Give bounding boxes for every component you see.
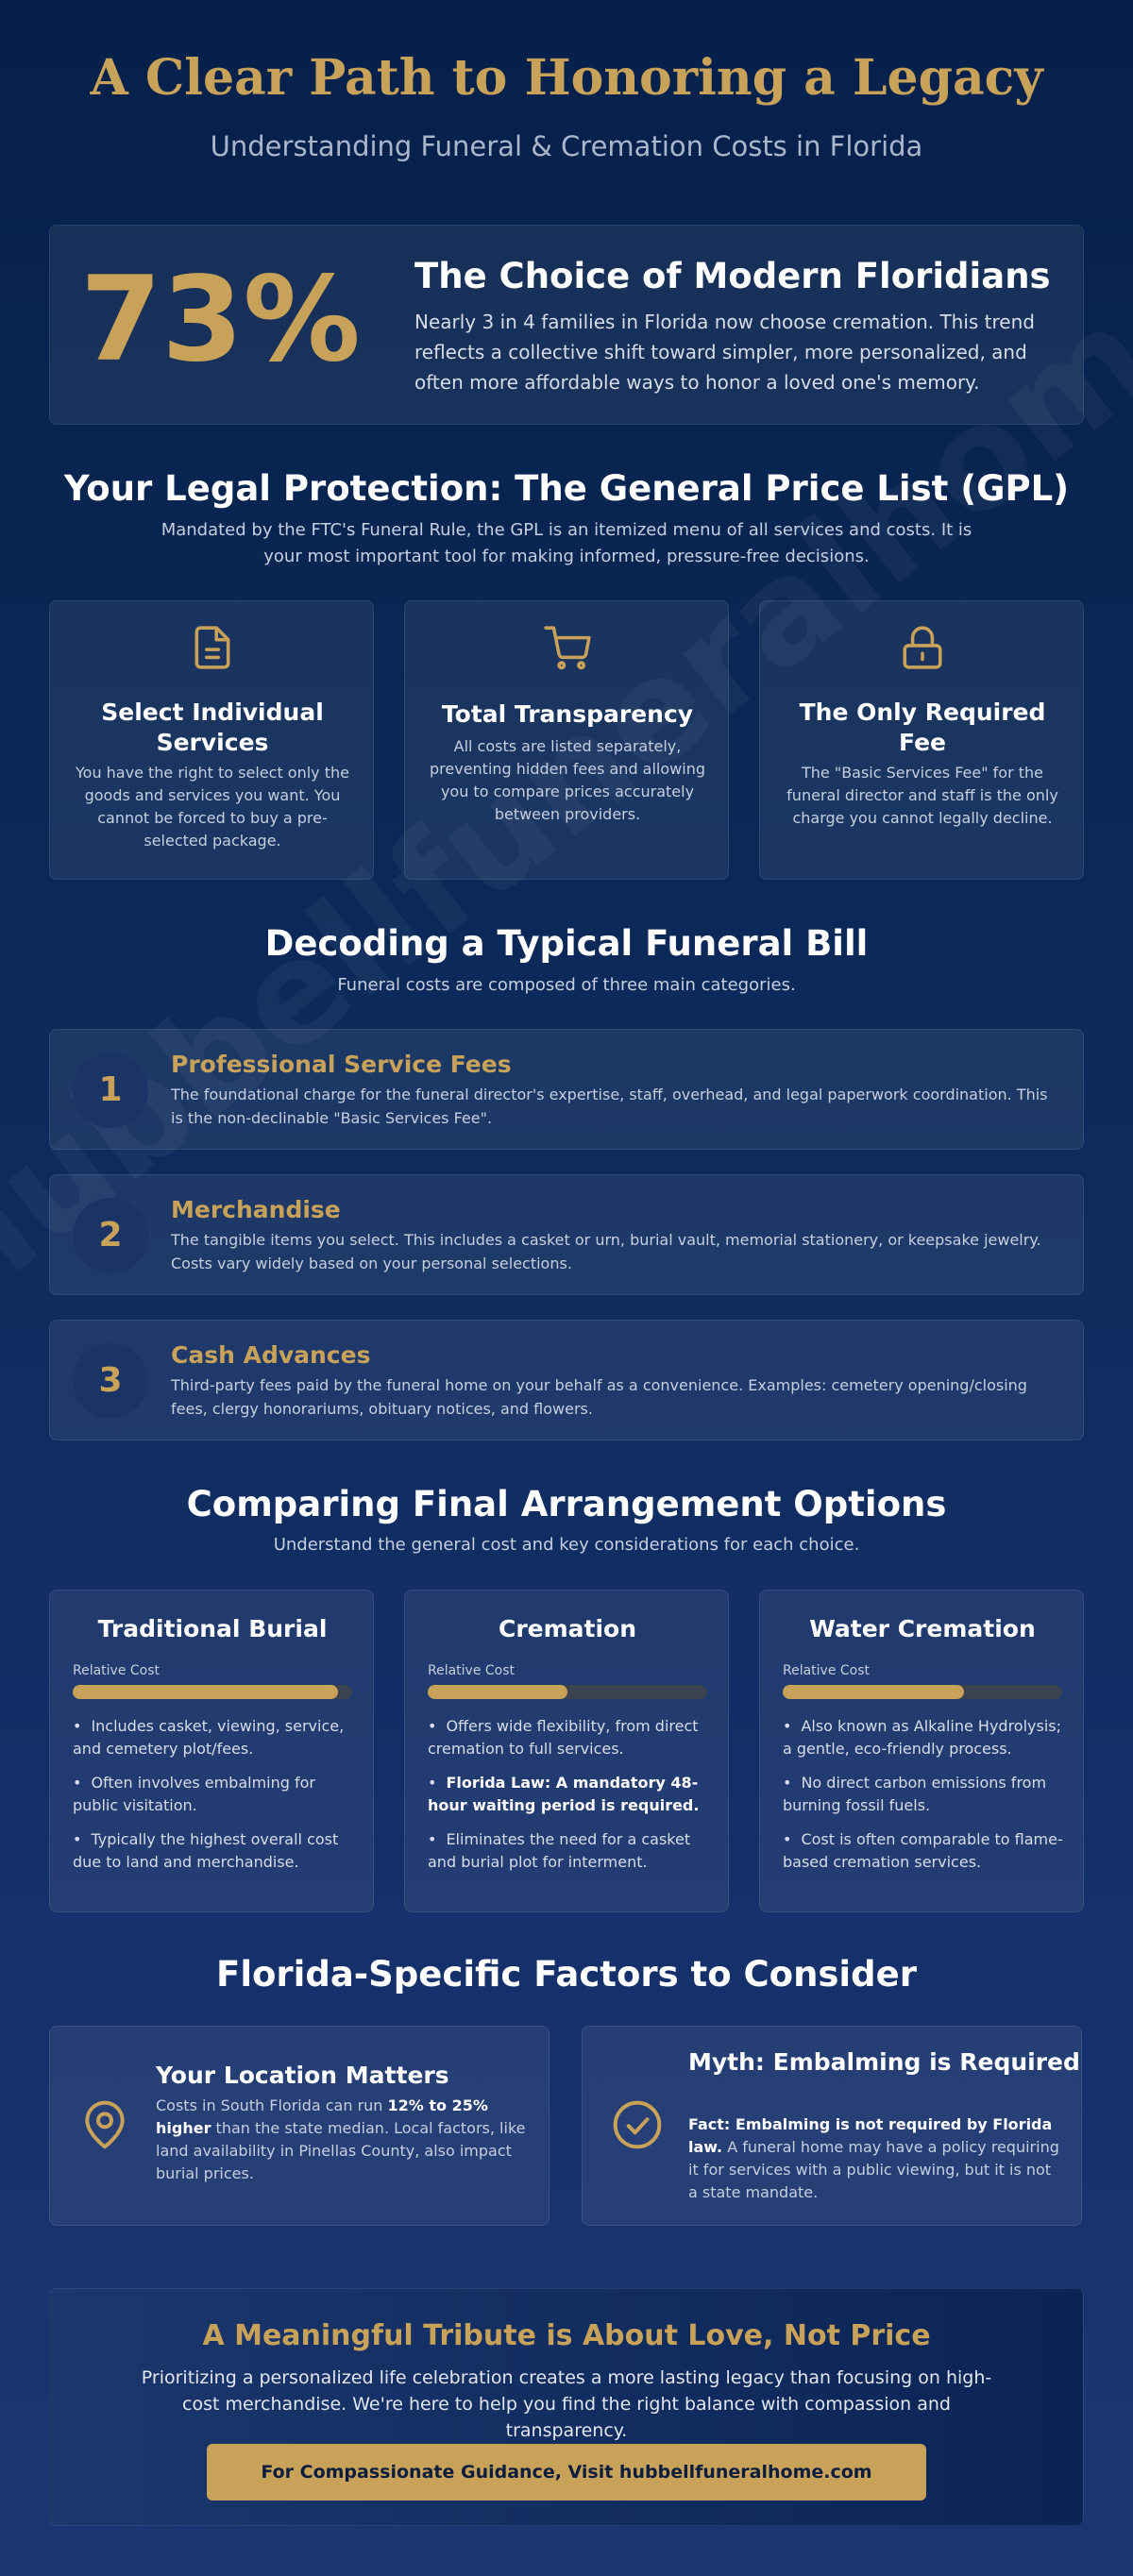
visit-website-button[interactable]: For Compassionate Guidance, Visit hubbellfuneralhome.com: [207, 2444, 926, 2500]
option-card-cremation: [404, 1590, 729, 1912]
options-section-subtitle: Understand the general cost and key considerations for each choice.: [273, 1535, 860, 1555]
factor-title: Myth: Embalming is Required: [688, 2048, 1080, 2076]
item-number: 2: [73, 1198, 148, 1273]
relative-cost-fill: [73, 1685, 338, 1699]
feature-title: Select Individual Services: [101, 699, 324, 756]
feature-title: The Only Required Fee: [799, 699, 1046, 756]
list-item: • Often involves embalming for public visitation.: [73, 1774, 315, 1814]
item-text: Third-party fees paid by the funeral home on your behalf as a convenience. Examples: cemetery opening/closing fees, clergy honorariums, obituary notices, and flowers.: [171, 1376, 1027, 1418]
option-title: Water Cremation: [809, 1615, 1036, 1642]
factor-title: Your Location Matters: [156, 2062, 449, 2089]
document-icon: [189, 624, 236, 671]
feature-card-required-fee: [759, 600, 1084, 880]
list-item: • Florida Law: A mandatory 48-hour waiting period is required.: [428, 1774, 700, 1814]
bill-section-subtitle: Funeral costs are composed of three main categories.: [337, 975, 796, 995]
list-item: • Includes casket, viewing, service, and cemetery plot/fees.: [73, 1717, 345, 1758]
item-text: The foundational charge for the funeral director's expertise, staff, overhead, and legal paperwork coordination. This is the non-declinable "Basic Services Fee".: [171, 1086, 1048, 1127]
stat-heading: The Choice of Modern Floridians: [414, 256, 1051, 296]
list-item: • Eliminates the need for a casket and burial plot for interment.: [428, 1830, 691, 1871]
relative-cost-bar: [783, 1685, 1062, 1699]
item-title: Merchandise: [171, 1196, 341, 1223]
map-pin-icon: [78, 2098, 131, 2151]
option-bullets: [428, 1715, 711, 1885]
feature-text: You have the right to select only the goods and services you want. You cannot be forced to buy a pre-selected package.: [76, 764, 349, 850]
list-item: • Offers wide flexibility, from direct cremation to full services.: [428, 1717, 699, 1758]
option-bullets: [783, 1715, 1066, 1885]
relative-cost-bar: [428, 1685, 707, 1699]
relative-cost-label: Relative Cost: [73, 1663, 161, 1678]
lock-icon: [899, 624, 946, 671]
options-section-title: Comparing Final Arrangement Options: [186, 1484, 947, 1524]
relative-cost-fill: [783, 1685, 964, 1699]
gpl-section-title: Your Legal Protection: The General Price List (GPL): [63, 468, 1070, 509]
page-title: A Clear Path to Honoring a Legacy: [90, 49, 1043, 107]
cta-text: Prioritizing a personalized life celebration creates a more lasting legacy than focusing on high-cost merchandise. We're here to help you find the right balance with compassion and transparency.: [141, 2367, 992, 2441]
shopping-cart-icon: [544, 624, 591, 671]
item-title: Cash Advances: [171, 1341, 371, 1369]
bill-item-professional-fees: [49, 1029, 1084, 1150]
relative-cost-label: Relative Cost: [783, 1663, 871, 1678]
item-title: Professional Service Fees: [171, 1051, 512, 1078]
stat-value: 73%: [80, 252, 361, 388]
check-circle-icon: [611, 2098, 664, 2151]
item-text: The tangible items you select. This includes a casket or urn, burial vault, memorial stationery, or keepsake jewelry. Costs vary widely based on your personal selections.: [171, 1231, 1041, 1272]
feature-text: The "Basic Services Fee" for the funeral director and staff is the only charge you cannot legally decline.: [786, 764, 1058, 827]
option-title: Traditional Burial: [97, 1615, 328, 1642]
feature-card-transparency: [404, 600, 729, 880]
bill-item-cash-advances: [49, 1320, 1084, 1440]
option-card-water-cremation: [759, 1590, 1084, 1912]
feature-card-select-services: [49, 600, 374, 880]
list-item: • Cost is often comparable to flame-based cremation services.: [783, 1830, 1063, 1871]
list-item: • Typically the highest overall cost due to land and merchandise.: [73, 1830, 339, 1871]
relative-cost-bar: [73, 1685, 352, 1699]
option-bullets: [73, 1715, 356, 1885]
cremation-stat-card: [49, 225, 1084, 425]
factor-card-embalming-myth: [582, 2026, 1082, 2226]
relative-cost-label: Relative Cost: [428, 1663, 516, 1678]
factor-card-location: [49, 2026, 550, 2226]
page-subtitle: Understanding Funeral & Cremation Costs in Florida: [210, 130, 923, 162]
relative-cost-fill: [428, 1685, 567, 1699]
item-number: 3: [73, 1343, 148, 1419]
list-item: • Also known as Alkaline Hydrolysis; a gentle, eco-friendly process.: [783, 1717, 1062, 1758]
bill-item-merchandise: [49, 1174, 1084, 1295]
cta-card: [49, 2288, 1084, 2526]
factor-text: Costs in South Florida can run 12% to 25% higher than the state median. Local factors, like land availability in Pinellas County, also impact burial prices.: [156, 2096, 526, 2182]
florida-section-title: Florida-Specific Factors to Consider: [216, 1954, 917, 1995]
factor-text: Fact: Embalming is not required by Florida law. A funeral home may have a policy requiring it for services with a public viewing, but it is not a state mandate.: [688, 2115, 1059, 2201]
cta-title: A Meaningful Tribute is About Love, Not Price: [202, 2319, 931, 2352]
option-card-traditional-burial: [49, 1590, 374, 1912]
option-title: Cremation: [498, 1615, 637, 1642]
feature-text: All costs are listed separately, preventing hidden fees and allowing you to compare prices accurately between providers.: [430, 737, 705, 823]
item-number: 1: [73, 1052, 148, 1128]
stat-text: Nearly 3 in 4 families in Florida now choose cremation. This trend reflects a collective shift toward simpler, more personalized, and often more affordable ways to honor a loved one's memory.: [414, 311, 1035, 394]
feature-title: Total Transparency: [441, 700, 694, 728]
list-item: • No direct carbon emissions from burning fossil fuels.: [783, 1774, 1047, 1814]
gpl-section-subtitle: Mandated by the FTC's Funeral Rule, the GPL is an itemized menu of all services and costs. It is your most important tool for making informed, pressure-free decisions.: [161, 520, 972, 566]
bill-section-title: Decoding a Typical Funeral Bill: [264, 923, 869, 964]
